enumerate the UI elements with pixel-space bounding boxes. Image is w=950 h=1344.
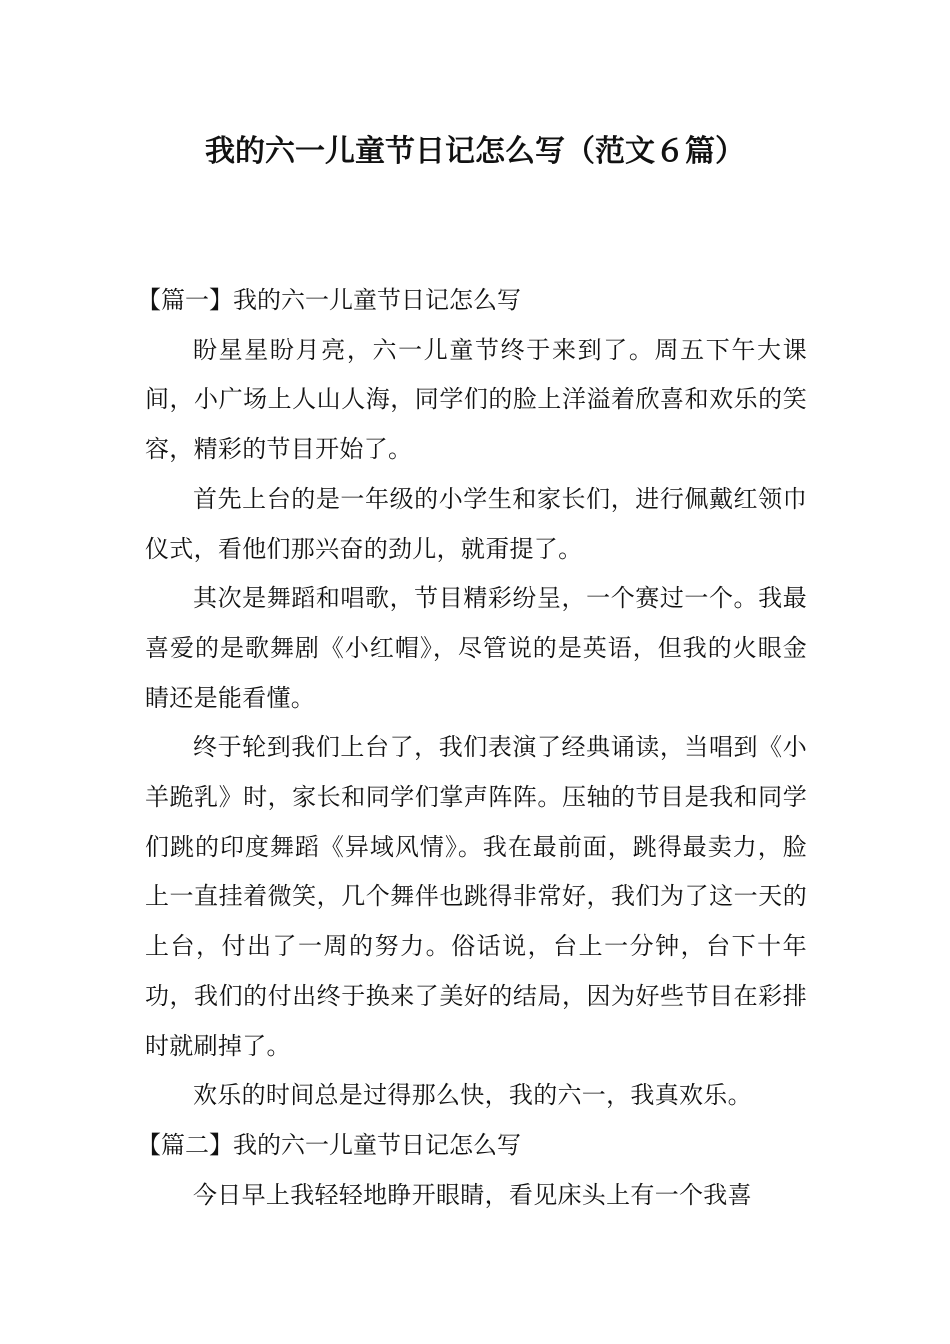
paragraph: 盼星星盼月亮，六一儿童节终于来到了。周五下午大课间，小广场上人山人海，同学们的脸上洋溢着欣喜和欢乐的笑容，精彩的节目开始了。 bbox=[145, 335, 807, 464]
paragraph: 其次是舞蹈和唱歌，节目精彩纷呈，一个赛过一个。我最喜爱的是歌舞剧《小红帽》，尽管说的是英语，但我的火眼金睛还是能看懂。 bbox=[145, 584, 807, 712]
paragraph: 今日早上我轻轻地睁开眼睛，看见床头上有一个我喜 bbox=[193, 1180, 752, 1209]
paragraph: 终于轮到我们上台了，我们表演了经典诵读，当唱到《小羊跪乳》时，家长和同学们掌声阵阵。压轴的节目是我和同学们跳的印度舞蹈《异域风情》。我在最前面，跳得最卖力，脸上一直挂着微笑，几个舞伴也跳得非常好，我们为了这一天的上台，付出了一周的努力。俗话说，台上一分钟，台下十年功，我们的付出终于换来了美好的结局，因为好些节目在彩排时就刷掉了。 bbox=[145, 733, 807, 1060]
section-heading-2: 【篇二】我的六一儿童节日记怎么写 bbox=[137, 1130, 521, 1159]
paragraph: 首先上台的是一年级的小学生和家长们，进行佩戴红领巾仪式，看他们那兴奋的劲儿，就甭提了。 bbox=[145, 484, 807, 563]
paragraph: 欢乐的时间总是过得那么快，我的六一，我真欢乐。 bbox=[193, 1081, 752, 1110]
document-body bbox=[137, 276, 807, 1220]
section-heading-1: 【篇一】我的六一儿童节日记怎么写 bbox=[137, 286, 521, 314]
document-title: 我的六一儿童节日记怎么写（范文６篇） bbox=[205, 134, 745, 169]
